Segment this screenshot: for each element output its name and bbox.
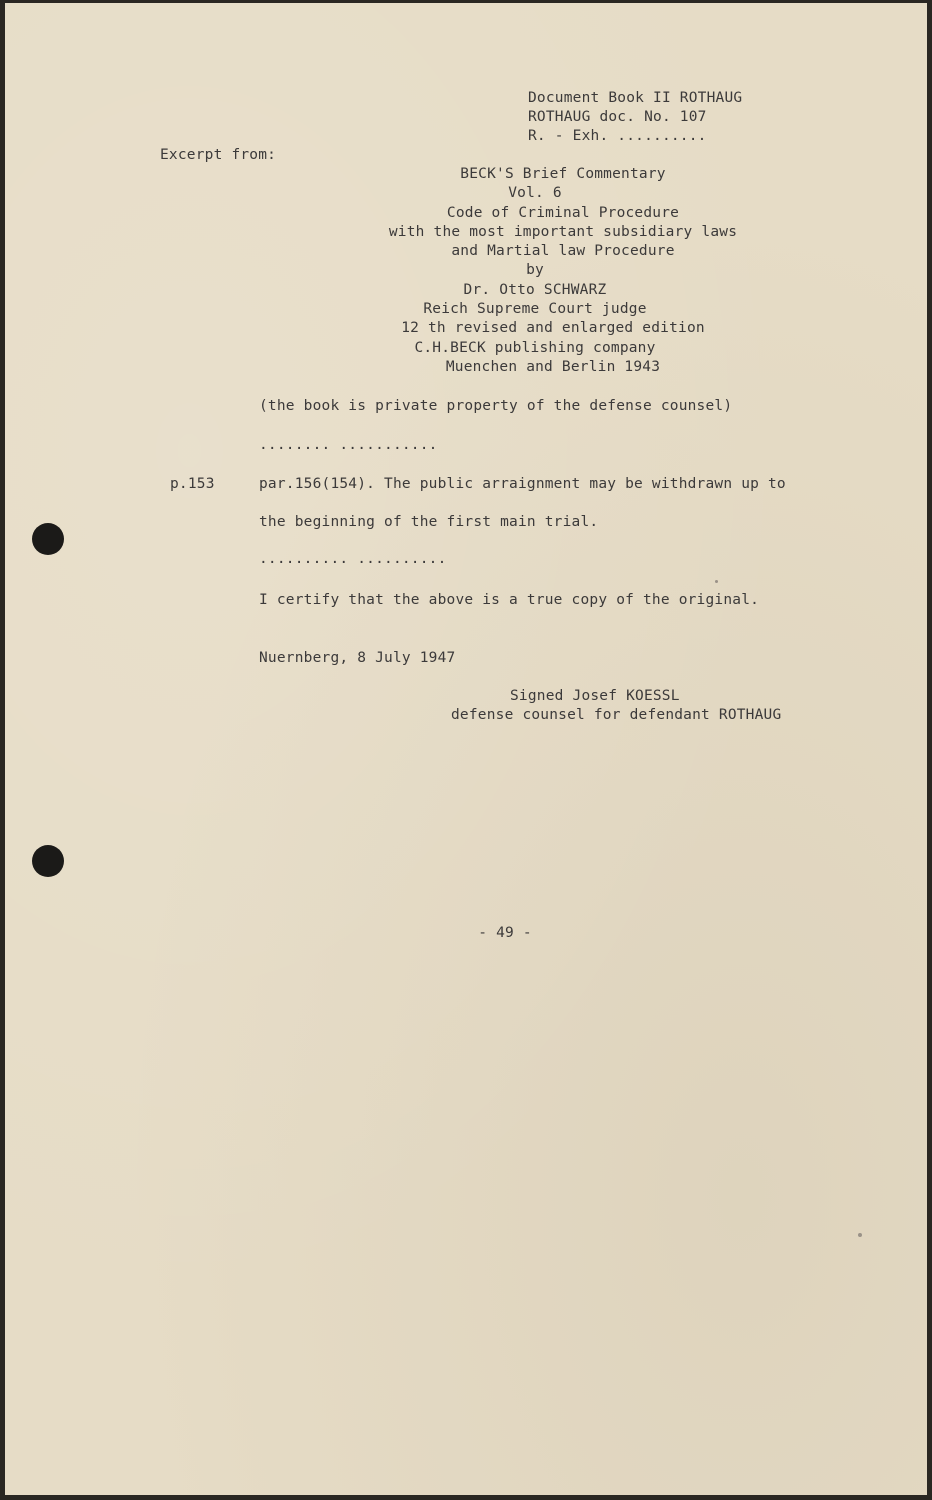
title-line-2: Vol. 6 — [508, 185, 562, 201]
punch-hole-top — [32, 523, 64, 555]
title-line-3: Code of Criminal Procedure — [446, 205, 680, 221]
ellipsis-separator-2: .......... .......... — [259, 551, 447, 567]
header-document-book: Document Book II ROTHAUG — [528, 90, 743, 106]
title-line-8: Reich Supreme Court judge — [423, 301, 647, 317]
excerpt-label: Excerpt from: — [160, 147, 277, 163]
paragraph-text-line-1: par.156(154). The public arraignment may be withdrawn up to — [259, 476, 786, 492]
title-line-4: with the most important subsidiary laws — [388, 224, 738, 240]
header-exhibit: R. - Exh. .......... — [528, 128, 707, 144]
paper-speck — [858, 1233, 862, 1237]
page-reference: p.153 — [170, 476, 215, 492]
property-note: (the book is private property of the defense counsel) — [259, 398, 733, 414]
page-number: - 49 - — [478, 925, 532, 941]
paragraph-text-line-2: the beginning of the first main trial. — [259, 514, 599, 530]
signature-role: defense counsel for defendant ROTHAUG — [451, 707, 782, 723]
certification-statement: I certify that the above is a true copy of the original. — [259, 592, 760, 608]
title-line-6: by — [526, 262, 544, 278]
place-and-date: Nuernberg, 8 July 1947 — [259, 650, 456, 666]
title-line-5: and Martial law Procedure — [451, 243, 675, 259]
title-line-10: C.H.BECK publishing company — [414, 340, 656, 356]
title-line-11: Muenchen and Berlin 1943 — [445, 359, 661, 375]
title-line-7: Dr. Otto SCHWARZ — [463, 282, 607, 298]
title-line-1: BECK'S Brief Commentary — [460, 166, 666, 182]
header-doc-number: ROTHAUG doc. No. 107 — [528, 109, 707, 125]
punch-hole-bottom — [32, 845, 64, 877]
title-line-9: 12 th revised and enlarged edition — [401, 320, 705, 336]
ellipsis-separator-1: ........ ........... — [259, 437, 438, 453]
signature-name: Signed Josef KOESSL — [510, 688, 680, 704]
paper-speck — [715, 580, 718, 583]
document-page — [5, 3, 927, 1495]
